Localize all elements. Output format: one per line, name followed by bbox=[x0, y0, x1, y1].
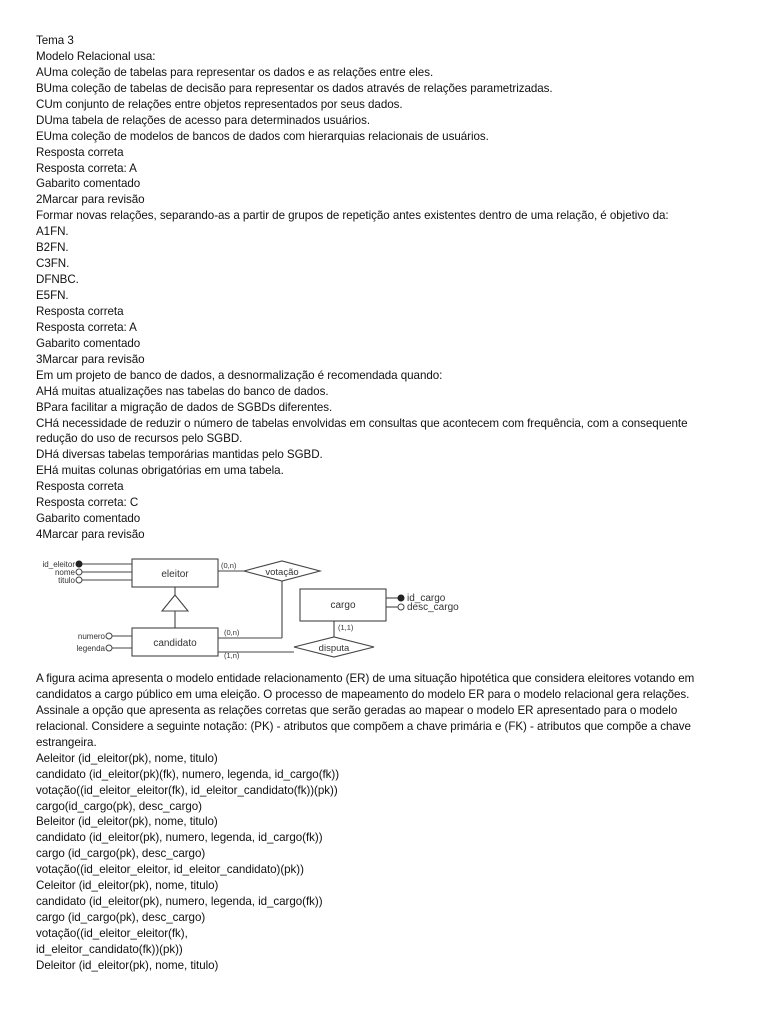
text-line: candidato (id_eleitor(pk), numero, legenda, id_cargo(fk)) bbox=[36, 831, 323, 845]
text-line: A1FN. bbox=[36, 225, 69, 239]
attr-desc-cargo-dot bbox=[398, 604, 404, 610]
text-line: EHá muitas colunas obrigatórias em uma tabela. bbox=[36, 464, 284, 478]
text-line: cargo(id_cargo(pk), desc_cargo) bbox=[36, 799, 202, 813]
text-line: redução do uso de recursos pelo SGBD. bbox=[36, 432, 243, 446]
er-diagram bbox=[42, 553, 492, 663]
attr-label-id-cargo: id_cargo bbox=[407, 593, 446, 604]
attr-numero-dot bbox=[106, 633, 112, 639]
text-line: E5FN. bbox=[36, 289, 69, 302]
text-line: C3FN. bbox=[36, 257, 70, 271]
text-line: AUma coleção de tabelas para representar os dados e as relações entre eles. bbox=[36, 65, 434, 79]
text-line: CUm conjunto de relações entre objetos representados por seus dados. bbox=[36, 97, 403, 111]
text-line: CHá necessidade de reduzir o número de tabelas envolvidas em consultas que acontecem com frequência, com a consequente bbox=[36, 416, 688, 430]
text-line: Gabarito comentado bbox=[36, 512, 141, 526]
text-line: 4Marcar para revisão bbox=[36, 528, 145, 542]
text-line: Modelo Relacional usa: bbox=[36, 49, 156, 63]
text-line: Deleitor (id_eleitor(pk), nome, titulo) bbox=[36, 958, 219, 972]
text-line: Resposta correta: C bbox=[36, 496, 139, 510]
text-line: Assinale a opção que apresenta as relações corretas que serão geradas ao mapear o modelo ER apresentado para o modelo bbox=[36, 703, 678, 717]
attr-id-eleitor-key-dot bbox=[76, 561, 82, 567]
cardinality-eleitor-votacao: (0,n) bbox=[221, 561, 237, 570]
text-line: Gabarito comentado bbox=[36, 177, 141, 191]
relationship-label-disputa: disputa bbox=[318, 643, 350, 654]
attr-nome-dot bbox=[76, 569, 82, 575]
text-line: Formar novas relações, separando-as a partir de grupos de repetição antes existentes dentro de uma relação, é objetivo da: bbox=[36, 209, 669, 223]
text-line: Resposta correta: A bbox=[36, 161, 137, 175]
er-diagram-svg bbox=[42, 553, 492, 663]
attr-label-desc-cargo: desc_cargo bbox=[407, 602, 459, 613]
text-line: relacional. Considere a seguinte notação: (PK) - atributos que compõem a chave primária e (FK) - atributos que compõe a chave bbox=[36, 719, 691, 733]
text-line: votação((id_eleitor_eleitor(fk), id_eleitor_candidato(fk))(pk)) bbox=[36, 783, 338, 797]
text-line: candidato (id_eleitor(pk)(fk), numero, legenda, id_cargo(fk)) bbox=[36, 767, 340, 781]
text-line: B2FN. bbox=[36, 241, 69, 255]
attr-label-numero: numero bbox=[77, 632, 105, 641]
text-line: votação((id_eleitor_eleitor, id_eleitor_candidato)(pk)) bbox=[36, 863, 304, 877]
text-line: A figura acima apresenta o modelo entidade relacionamento (ER) de uma situação hipotética que considera eleitores votando em bbox=[36, 672, 695, 685]
specialization-triangle bbox=[162, 595, 188, 611]
entity-label-candidato: candidato bbox=[153, 638, 197, 649]
text-line: Resposta correta bbox=[36, 480, 124, 494]
text-block-top bbox=[36, 33, 736, 543]
text-line: candidatos a cargo público em uma eleição. O processo de mapeamento do modelo ER para o modelo relacional gera relações. bbox=[36, 687, 690, 701]
text-line: BUma coleção de tabelas de decisão para representar os dados através de relações parametrizadas. bbox=[36, 81, 553, 95]
text-line: Gabarito comentado bbox=[36, 336, 141, 350]
cardinality-candidato-disputa: (1,n) bbox=[224, 651, 240, 660]
text-line: cargo (id_cargo(pk), desc_cargo) bbox=[36, 847, 206, 861]
text-line: Aeleitor (id_eleitor(pk), nome, titulo) bbox=[36, 751, 218, 765]
attr-id-cargo-key-dot bbox=[398, 595, 404, 601]
text-line: Resposta correta: A bbox=[36, 320, 137, 334]
entity-label-eleitor: eleitor bbox=[161, 569, 189, 580]
attr-label-titulo: titulo bbox=[58, 576, 75, 585]
cardinality-candidato-votacao: (0,n) bbox=[224, 628, 240, 637]
text-line: DHá diversas tabelas temporárias mantidas pelo SGBD. bbox=[36, 448, 323, 462]
text-line: EUma coleção de modelos de bancos de dados com hierarquias relacionais de usuários. bbox=[36, 129, 489, 143]
text-line: Resposta correta bbox=[36, 304, 124, 318]
entity-label-cargo: cargo bbox=[330, 600, 356, 611]
text-line: Beleitor (id_eleitor(pk), nome, titulo) bbox=[36, 815, 218, 829]
text-line: DUma tabela de relações de acesso para determinados usuários. bbox=[36, 113, 371, 127]
text-line: cargo (id_cargo(pk), desc_cargo) bbox=[36, 911, 206, 925]
text-line: votação((id_eleitor_eleitor(fk), bbox=[36, 927, 188, 940]
text-block-bottom bbox=[36, 671, 736, 974]
cardinality-cargo-disputa: (1,1) bbox=[338, 623, 354, 632]
text-line: Em um projeto de banco de dados, a desnormalização é recomendada quando: bbox=[36, 368, 443, 382]
text-line: candidato (id_eleitor(pk), numero, legenda, id_cargo(fk)) bbox=[36, 895, 323, 909]
text-line: 2Marcar para revisão bbox=[36, 193, 145, 207]
attr-legenda-dot bbox=[106, 645, 112, 651]
text-line: Resposta correta bbox=[36, 145, 124, 159]
attr-label-nome: nome bbox=[54, 568, 75, 577]
attr-label-id-eleitor: id_eleitor bbox=[42, 560, 75, 569]
text-line: Celeitor (id_eleitor(pk), nome, titulo) bbox=[36, 879, 219, 893]
text-line: AHá muitas atualizações nas tabelas do banco de dados. bbox=[36, 384, 329, 398]
text-line: id_eleitor_candidato(fk))(pk)) bbox=[36, 942, 183, 956]
attr-titulo-dot bbox=[76, 577, 82, 583]
text-line: 3Marcar para revisão bbox=[36, 352, 145, 366]
text-line: BPara facilitar a migração de dados de SGBDs diferentes. bbox=[36, 400, 333, 414]
text-line: Tema 3 bbox=[36, 34, 74, 47]
relationship-label-votacao: votação bbox=[265, 567, 299, 578]
text-line: estrangeira. bbox=[36, 735, 97, 749]
text-line: DFNBC. bbox=[36, 273, 79, 287]
attr-label-legenda: legenda bbox=[76, 644, 105, 653]
